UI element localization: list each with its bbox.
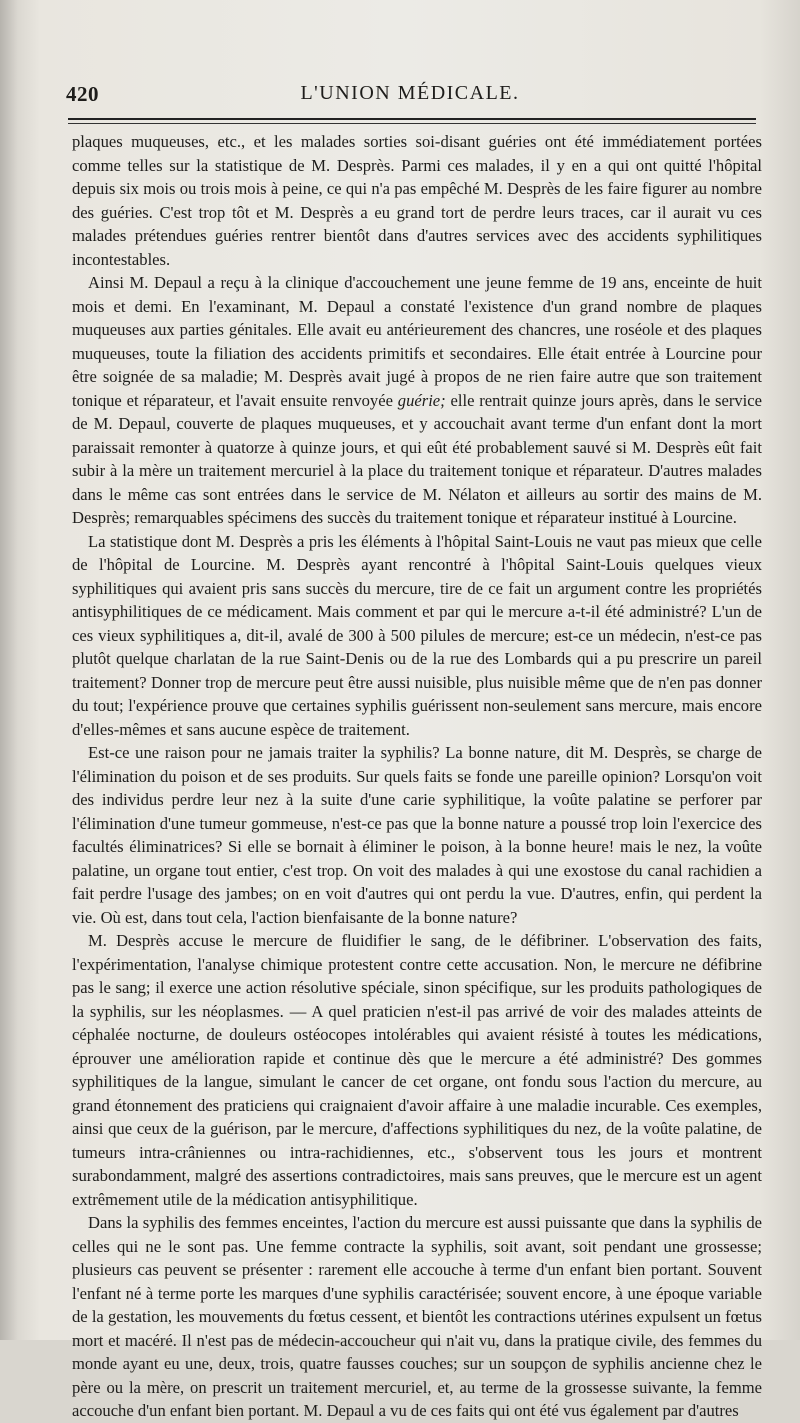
binding-shadow [0,0,18,1340]
paragraph-text: La statistique dont M. Desprès a pris les éléments à l'hôpital Saint-Louis ne vaut pas mieux que celle de l'hôpital de Lourcine. M. Desprès ayant rencontré à l'hôpital Saint-Louis quelques vieux syphilitiques qui avaient pris sans succès du mercure, tire de ce fait un argument contre les propriétés antisyphilitiques de ce médicament. Mais comment et par qui le mercure a-t-il été administré? L'un de ces vieux syphilitiques a, dit-il, avalé de 300 à 500 pilules de mercure; est-ce un médecin, n'est-ce pas plutôt quelque charlatan de la rue Saint-Denis ou de la rue des Lombards qui a pu prescrire un pareil traitement? Donner trop de mercure peut être aussi nuisible, plus nuisible même que de n'en pas donner du tout; l'expérience prouve que certaines syphilis guérissent non-seulement sans mercure, mais encore d'elles-mêmes et sans aucune espèce de traitement. [72,531,762,739]
running-title: L'UNION MÉDICALE. [300,82,520,104]
paragraph [72,741,762,929]
paragraph [72,929,762,1211]
header-rule-thick [68,118,756,120]
page-number: 420 [66,82,99,106]
header-rule-thin [68,123,756,124]
paragraph-text: Dans la syphilis des femmes enceintes, l'action du mercure est aussi puissante que dans la syphilis de celles qui ne le sont pas. Une femme contracte la syphilis, soit avant, soit pendant une grossesse; plusieurs cas peuvent se présenter : rarement elle accouche à terme d'un enfant bien portant. Souvent l'enfant né à terme porte les marques d'une syphilis caractérisée; souvent encore, à une époque variable de la gestation, les mouvements du fœtus cessent, et bientôt les contractions utérines expulsent un fœtus mort et macéré. Il n'est pas de médecin-accoucheur qui n'ait vu, dans la pratique civile, des femmes du monde ayant eu une, deux, trois, quatre fausses couches; sur un soupçon de syphilis ancienne chez le père ou la mère, on prescrit un traitement mercuriel, et, au terme de la grossesse suivante, la femme accouche d'un enfant bien portant. M. Depaul a vu de ces faits qui ont été vus également par d'autres [72,1213,762,1420]
italic-text: guérie; [397,390,446,410]
paragraph-text: elle rentrait quinze jours après, dans le service de M. Depaul, couverte de plaques muqueuses, et y accouchait avant terme d'un enfant dont la mort paraissait remonter à quatorze à quinze jours, et qui eût été probablement sauvé si M. Desprès eût fait subir à la mère un traitement mercuriel à la place du traitement tonique et réparateur. D'autres malades dans le même cas sont entrées dans le service de M. Nélaton et ailleurs au sortir des mains de M. Desprès; remarquables spécimens des succès du traitement tonique et réparateur institué à Lourcine. [72,390,762,527]
paragraph-text: Ainsi M. Depaul a reçu à la clinique d'accouchement une jeune femme de 19 ans, enceinte de huit mois et demi. En l'examinant, M. Depaul a constaté l'existence d'un grand nombre de plaques muqueuses aux parties génitales. Elle avait eu antérieurement des chancres, une roséole et des plaques muqueuses, toute la filiation des accidents primitifs et secondaires. Elle était entrée à Lourcine pour être soignée de sa maladie; M. Desprès avait jugé à propos de ne rien faire autre que son traitement tonique et réparateur, et l'avait ensuite renvoyée [72,273,762,410]
page-header [60,82,760,110]
article-body [72,130,762,1423]
paragraph [72,1211,762,1423]
paragraph-text: M. Desprès accuse le mercure de fluidifier le sang, de le défibriner. L'observation des faits, l'expérimentation, l'analyse chimique protestent contre cette accusation. Non, le mercure ne défibrine pas le sang; il exerce une action résolutive spéciale, sinon spécifique, sur les produits pathologiques de la syphilis, sur les néoplasmes. — A quel praticien n'est-il pas arrivé de voir des malades atteints de céphalée nocturne, de douleurs ostéocopes intolérables qui avaient résisté à toutes les médications, éprouver une amélioration rapide et continue dès que le mercure a été administré? Des gommes syphilitiques de la langue, simulant le cancer de cet organe, ont fondu sous l'action du mercure, au grand étonnement des praticiens qui craignaient d'avoir affaire à une maladie incurable. Ces exemples, ainsi que ceux de la guérison, par le mercure, d'affections syphilitiques du nez, de la voûte palatine, de tumeurs intra-crâniennes ou intra-rachidiennes, etc., s'observent tous les jours et montrent surabondamment, malgré des assertions contradictoires, mais sans preuves, que le mercure est un agent extrêmement utile de la médication antisyphilitique. [72,931,762,1209]
paragraph [72,130,762,271]
paragraph-text: Est-ce une raison pour ne jamais traiter la syphilis? La bonne nature, dit M. Desprès, se charge de l'élimination du poison et de ses produits. Sur quels faits se fonde une pareille opinion? Lorsqu'on voit des individus perdre leur nez à la suite d'une carie syphilitique, la voûte palatine se perforer par l'élimination d'une tumeur gommeuse, n'est-ce pas que la bonne nature a poussé trop loin l'exercice des facultés éliminatrices? Si elle se bornait à éliminer le poison, à la bonne heure! mais le nez, la voûte palatine, un organe tout entier, c'est trop. On voit des malades à qui une exostose du canal rachidien a fait perdre l'usage des jambes; on en voit d'autres qui ont perdu la vue. D'autres, enfin, qui perdent la vie. Où est, dans tout cela, l'action bienfaisante de la bonne nature? [72,743,762,927]
paragraph-text: plaques muqueuses, etc., et les malades sorties soi-disant guéries ont été immédiatement portées comme telles sur la statistique de M. Desprès. Parmi ces malades, il y en a qui ont quitté l'hôpital depuis six mois ou trois mois à peine, ce qui n'a pas empêché M. Desprès de les faire figurer au nombre des guéries. C'est trop tôt et M. Desprès a eu grand tort de perdre leurs traces, car il aurait vu ces malades prétendues guéries rentrer bientôt dans d'autres services avec des accidents syphilitiques incontestables. [72,132,762,269]
paragraph [72,530,762,742]
paragraph [72,271,762,530]
